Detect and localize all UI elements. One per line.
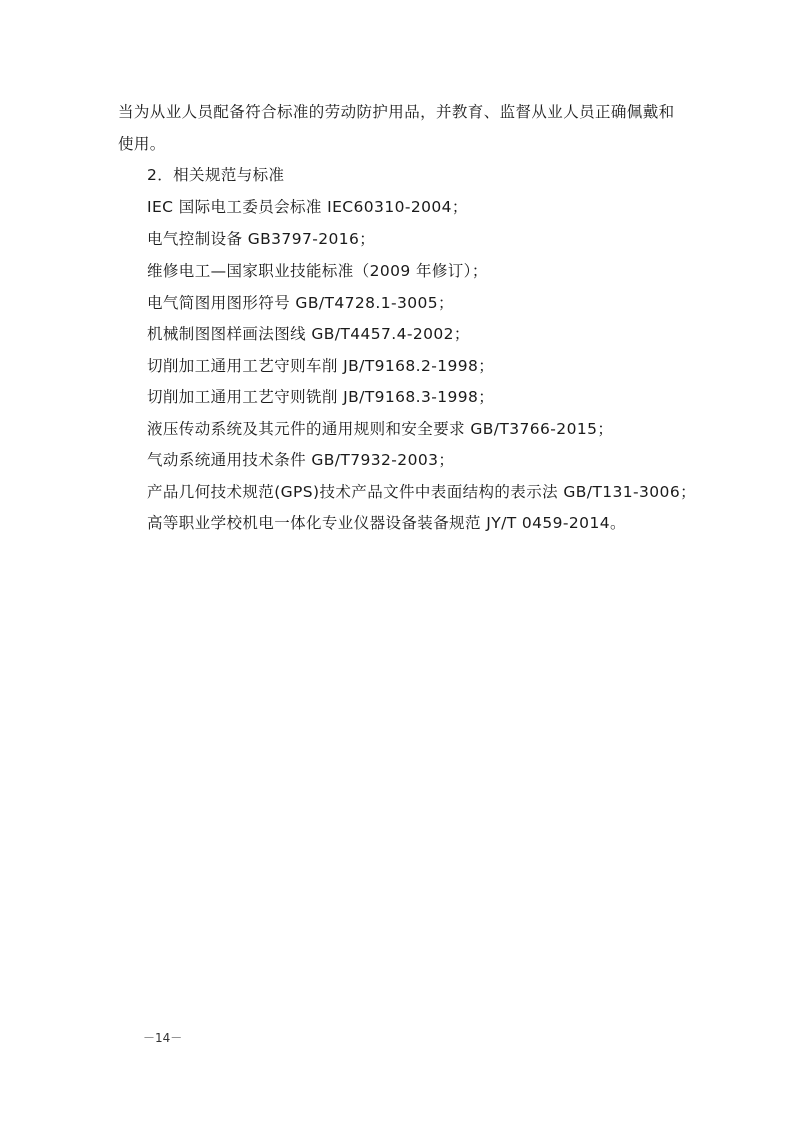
paragraph-line: 使用。 xyxy=(118,135,166,153)
standard-item: 电气简图用图形符号 GB/T4728.1-3005； xyxy=(147,294,454,312)
standard-item: 气动系统通用技术条件 GB/T7932-2003； xyxy=(147,451,455,469)
standard-item: 产品几何技术规范(GPS)技术产品文件中表面结构的表示法 GB/T131-3006； xyxy=(147,483,696,501)
standard-item: 高等职业学校机电一体化专业仪器设备装备规范 JY/T 0459-2014。 xyxy=(147,514,626,532)
standard-item: IEC 国际电工委员会标准 IEC60310-2004； xyxy=(147,198,468,216)
standard-item: 维修电工—国家职业技能标准（2009 年修订）； xyxy=(147,262,488,280)
standard-item: 机械制图图样画法图线 GB/T4457.4-2002； xyxy=(147,325,470,343)
standard-item: 电气控制设备 GB3797-2016； xyxy=(147,230,376,248)
paragraph-line: 当为从业人员配备符合标准的劳动防护用品，并教育、监督从业人员正确佩戴和 xyxy=(118,103,675,121)
standard-item: 切削加工通用工艺守则铣削 JB/T9168.3-1998； xyxy=(147,388,495,406)
page-number: －14－ xyxy=(143,1031,183,1045)
standard-item: 切削加工通用工艺守则车削 JB/T9168.2-1998； xyxy=(147,357,495,375)
section-heading: 2．相关规范与标准 xyxy=(147,166,285,184)
standard-item: 液压传动系统及其元件的通用规则和安全要求 GB/T3766-2015； xyxy=(147,420,614,438)
